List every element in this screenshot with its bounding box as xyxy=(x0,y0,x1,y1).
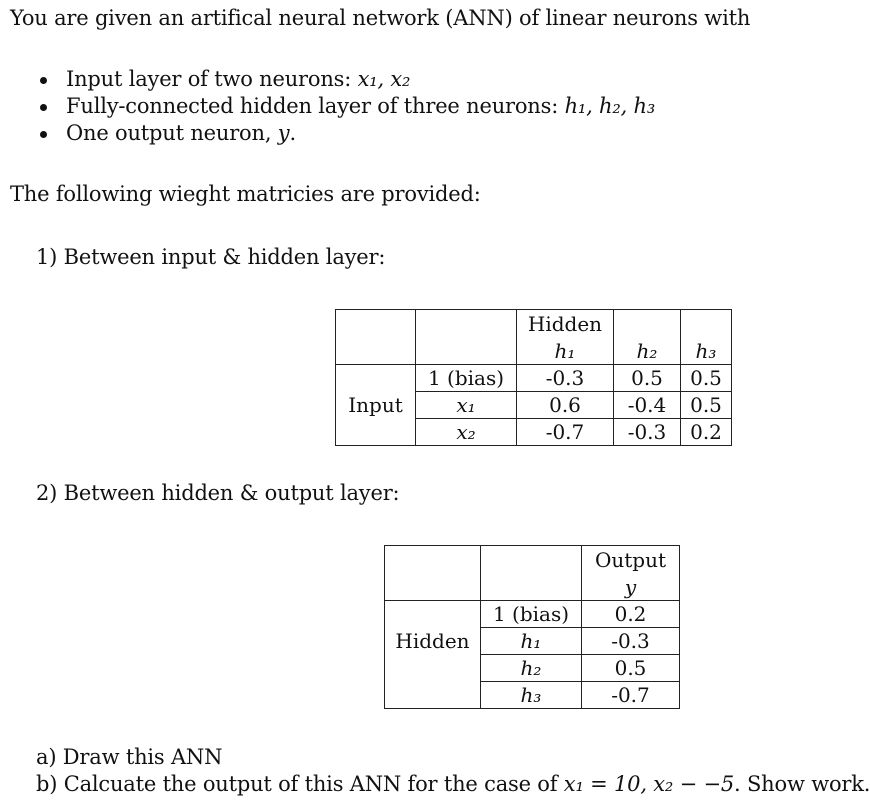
table-cell-empty xyxy=(385,655,481,682)
bullet-suffix: . xyxy=(289,121,296,145)
group-label: Hidden xyxy=(527,311,603,336)
table-cell-empty xyxy=(614,310,681,338)
question-b xyxy=(36,772,870,796)
bullet-text: One output neuron, xyxy=(66,121,278,145)
bullet-item-hidden-layer xyxy=(66,94,655,118)
input-hidden-weight-table xyxy=(335,309,732,446)
table-row xyxy=(385,655,680,682)
table-row xyxy=(385,601,680,628)
row-header: h₃ xyxy=(481,682,582,709)
column-header: h₁ xyxy=(517,337,614,365)
row-group-label: Hidden xyxy=(385,628,481,655)
weight-value: -0.4 xyxy=(614,392,681,419)
bullet-math: x₁, x₂ xyxy=(357,67,411,91)
column-header: h₂ xyxy=(614,337,681,365)
column-header: y xyxy=(582,573,680,601)
table-cell-empty xyxy=(385,601,481,628)
table-cell-empty xyxy=(336,310,416,365)
weight-value: 0.2 xyxy=(582,601,680,628)
row-header: h₂ xyxy=(481,655,582,682)
bullet-text: Fully-connected hidden layer of three neurons: xyxy=(66,94,565,118)
hidden-output-weight-table xyxy=(384,545,680,709)
bullet-math: h₁, h₂, h₃ xyxy=(564,94,656,118)
table-row xyxy=(385,682,680,709)
bullet-dot xyxy=(40,77,47,84)
weight-value: -0.7 xyxy=(582,682,680,709)
table-cell-empty xyxy=(481,546,582,601)
bullet-text: Input layer of two neurons: xyxy=(66,67,358,91)
weight-value: 0.5 xyxy=(681,392,732,419)
question-text: b) Calcuate the output of this ANN for the case of xyxy=(36,772,564,796)
table-cell-empty xyxy=(336,365,416,392)
weight-value: -0.3 xyxy=(614,419,681,446)
weight-value: 0.6 xyxy=(517,392,614,419)
bullet-dot xyxy=(40,131,47,138)
weight-value: -0.7 xyxy=(517,419,614,446)
table-cell-empty xyxy=(681,310,732,338)
question-math: x₁ = 10, x₂ − −5 xyxy=(563,772,735,796)
table-cell-empty xyxy=(385,546,481,601)
table-cell-empty xyxy=(416,310,517,365)
weight-value: -0.3 xyxy=(517,365,614,392)
row-header: 1 (bias) xyxy=(416,365,517,392)
row-header: h₁ xyxy=(481,628,582,655)
weight-value: 0.2 xyxy=(681,419,732,446)
row-header: x₁ xyxy=(416,392,517,419)
row-header: 1 (bias) xyxy=(481,601,582,628)
row-group-label: Input xyxy=(336,392,416,419)
weight-value: 0.5 xyxy=(582,655,680,682)
column-header: h₃ xyxy=(681,337,732,365)
table-row xyxy=(336,419,732,446)
section2-label: 2) Between hidden & output layer: xyxy=(36,481,400,505)
output-group-header: Output xyxy=(582,546,680,574)
row-header: x₂ xyxy=(416,419,517,446)
table-cell-empty xyxy=(336,419,416,446)
weight-value: 0.5 xyxy=(681,365,732,392)
table-row xyxy=(336,392,732,419)
intro-text: You are given an artifical neural network (ANN) of linear neurons with xyxy=(10,6,751,30)
hidden-group-header xyxy=(517,310,614,338)
bullet-math: y xyxy=(277,121,290,145)
bullet-item-input-layer xyxy=(66,67,410,91)
weights-intro: The following wieght matricies are provided: xyxy=(10,182,481,206)
weight-value: 0.5 xyxy=(614,365,681,392)
bullet-dot xyxy=(40,104,47,111)
table-row xyxy=(385,628,680,655)
bullet-item-output xyxy=(66,121,296,145)
table-row xyxy=(336,310,732,338)
table-row xyxy=(385,546,680,574)
weight-value: -0.3 xyxy=(582,628,680,655)
section1-label: 1) Between input & hidden layer: xyxy=(36,245,386,269)
table-row xyxy=(336,365,732,392)
table-cell-empty xyxy=(385,682,481,709)
question-a: a) Draw this ANN xyxy=(36,745,223,769)
question-suffix: . Show work. xyxy=(734,772,870,796)
